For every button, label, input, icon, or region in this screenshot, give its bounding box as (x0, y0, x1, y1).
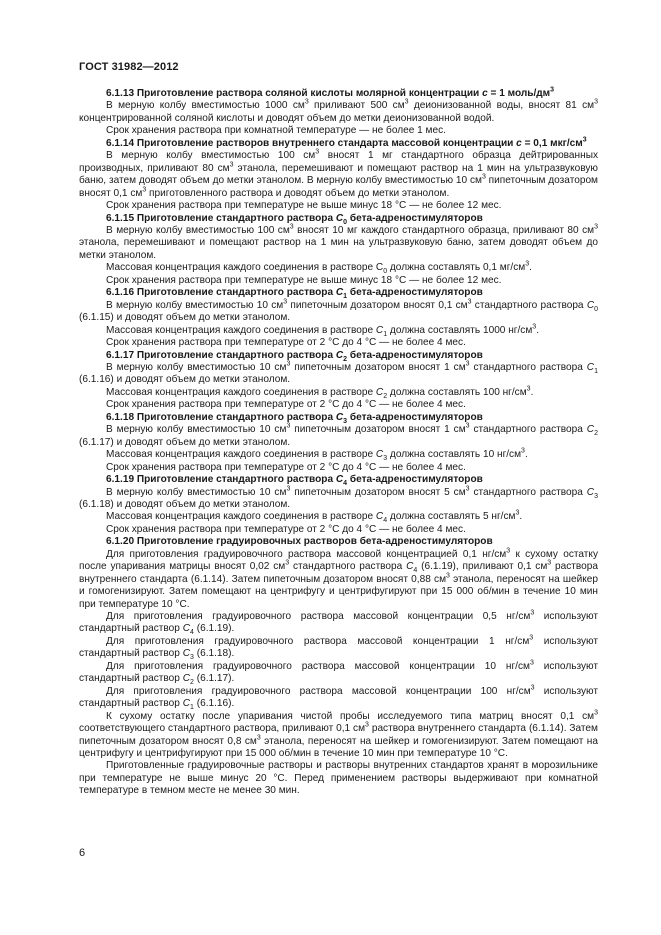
body-paragraph: В мерную колбу вместимостью 10 $см^3$ пипеточным дозатором вносят 5 $см^3$ стандартного раствора $C_3$ (6.1.18) и доводят объем до метки этанолом. (79, 485, 598, 510)
body-paragraph: Для приготовления градуировочного раствора массовой концентрации 1 $нг/см^3$ используют стандартный раствор $C_3$ (6.1.18). (79, 634, 599, 662)
body-paragraph: Срок хранения раствора при комнатной температуре — не более 1 мес. (106, 125, 446, 137)
page-number: 6 (79, 847, 86, 859)
body-paragraph: Приготовленные градуировочные растворы и растворы внутренних стандартов хранят в морозильнике при температуре не выше минус 20 °С. Перед применением растворы выдерживают при комнатной температуре в темном месте не менее 30 мин. (79, 760, 598, 797)
section-heading: 6.1.19 Приготовление стандартного раствора $C_4$ бета-адреностимуляторов (106, 474, 483, 488)
section-heading: 6.1.14 Приготовление растворов внутреннего стандарта массовой концентрации c = 0,1 мкг/$см^3$ (106, 136, 587, 149)
body-paragraph: Для приготовления градуировочного раствора массовой концентрацией 0,1 $нг/см^3$ к сухому остатку после упаривания матрицы вносят 0,02 $см^3$ стандартного раствора $C_4$ (6.1.19), приливают 0,1 $см^3$ раствора внутреннего стандарта (6.1.14). Затем пипеточным дозатором вносят 0,88 $см^3$ этанола, переносят на шейкер и гомогенизируют. Затем помещают на центрифугу и центрифугируют при 15 000 об/мин в течение 10 мин при температуре 10 °С. (79, 547, 598, 610)
body-paragraph: Для приготовления градуировочного раствора массовой концентрации 0,5 $нг/см^3$ используют стандартный раствор $C_4$ (6.1.19). (79, 609, 599, 637)
section-heading: 6.1.13 Приготовление раствора соляной кислоты молярной концентрации c = 1 моль/$дм^3$ (106, 86, 555, 99)
section-heading: 6.1.15 Приготовление стандартного раствора $C_0$ бета-адреностимуляторов (106, 212, 483, 226)
section-heading: 6.1.18 Приготовление стандартного раствора $C_3$ бета-адреностимуляторов (106, 411, 483, 425)
body-paragraph: В мерную колбу вместимостью 100 $см^3$ вносят 10 мг каждого стандартного образца, приливают 80 $см^3$ этанола, перемешивают и помещают раствор на 1 мин на ультразвуковую баню, затем доводят объем до метки этанолом. (79, 223, 598, 261)
body-paragraph: Срок хранения раствора при температуре не выше минус 18 °С — не более 12 мес. (106, 274, 502, 286)
body-paragraph: Массовая концентрация каждого соединения в растворе $С_0$ должна составлять 0,1 $мг/см^3$. (106, 260, 532, 276)
body-paragraph: Массовая концентрация каждого соединения в растворе $C_2$ должна составлять 100 $нг/см^3$. (106, 385, 534, 400)
body-paragraph: В мерную колбу вместимостью 100 $см^3$ вносят 1 мг стандартного образца дейтрированных производных, приливают 80 $см^3$ этанола, перемешивают и помещают раствор на 1 мин на ультразвуковую баню, затем доводят объем до метки этанолом. В мерную колбу вместимостью 10 $см^3$ пипеточным дозатором вносят 0,1 $см^3$ приготовленного раствора и доводят объем до метки этанолом. (79, 148, 598, 199)
body-paragraph: Массовая концентрация каждого соединения в растворе $C_3$ должна составлять 10 $нг/см^3$. (106, 447, 528, 463)
section-heading: 6.1.16 Приготовление стандартного раствора $C_1$ бета-адреностимуляторов (106, 287, 483, 301)
body-paragraph: Срок хранения раствора при температуре от 2 °С до 4 °С — не более 4 мес. (106, 461, 466, 473)
document-body (79, 88, 598, 798)
body-paragraph: Массовая концентрация каждого соединения в растворе $C_4$ должна составлять 5 $нг/см^3$. (106, 510, 523, 525)
body-paragraph: Для приготовления градуировочного раствора массовой концентрации 100 $нг/см^3$ используют стандартный раствор $C_1$ (6.1.16). (79, 684, 598, 712)
section-heading: 6.1.17 Приготовление стандартного раствора $C_2$ бета-адреностимуляторов (106, 349, 483, 363)
body-paragraph: В мерную колбу вместимостью 10 $см^3$ пипеточным дозатором вносят 1 $см^3$ стандартного раствора $C_1$ (6.1.16) и доводят объем до метки этанолом. (79, 360, 598, 386)
body-paragraph: В мерную колбу вместимостью 10 $см^3$ пипеточным дозатором вносят 0,1 $см^3$ стандартного раствора $C_0$ (6.1.15) и доводят объем до метки этанолом. (79, 298, 599, 324)
body-paragraph: К сухому остатку после упаривания чистой пробы исследуемого типа матриц вносят 0,1 $см^3$ соответствующего стандартного раствора, приливают 0,1 $см^3$ раствора внутреннего стандарта (6.1.14). Затем пипеточным дозатором вносят 0,8 $см^3$ этанола, переносят на шейкер и гомогенизируют. Затем помещают на центрифугу и центрифугируют при 15 000 об/мин в течение 10 мин при температуре 10 °С. (79, 709, 598, 760)
body-paragraph: Для приготовления градуировочного раствора массовой концентрации 10 $нг/см^3$ используют стандартный раствор $C_2$ (6.1.17). (79, 659, 598, 687)
body-paragraph: Массовая концентрация каждого соединения в растворе $C_1$ должна составлять 1000 $нг/см^3$. (106, 323, 539, 338)
body-paragraph: Срок хранения раствора при температуре не выше минус 18 °С — не более 12 мес. (106, 200, 502, 212)
body-paragraph: Срок хранения раствора при температуре от 2 °С до 4 °С — не более 4 мес. (106, 399, 466, 411)
body-paragraph: Срок хранения раствора при температуре от 2 °С до 4 °С — не более 4 мес. (106, 337, 466, 349)
body-paragraph: В мерную колбу вместимостью 1000 $см^3$ приливают 500 $см^3$ деионизованной воды, вносят 81 $см^3$ концентрированной соляной кислоты и доводят объем до метки деионизованной водой. (79, 99, 598, 124)
body-paragraph: Срок хранения раствора при температуре от 2 °С до 4 °С — не более 4 мес. (106, 523, 466, 535)
section-heading: 6.1.20 Приготовление градуировочных растворов бета-адреностимуляторов (106, 536, 493, 548)
document-header: ГОСТ 31982—2012 (79, 61, 179, 73)
body-paragraph: В мерную колбу вместимостью 10 $см^3$ пипеточным дозатором вносят 1 $см^3$ стандартного раствора $C_2$ (6.1.17) и доводят объем до метки этанолом. (79, 422, 598, 448)
